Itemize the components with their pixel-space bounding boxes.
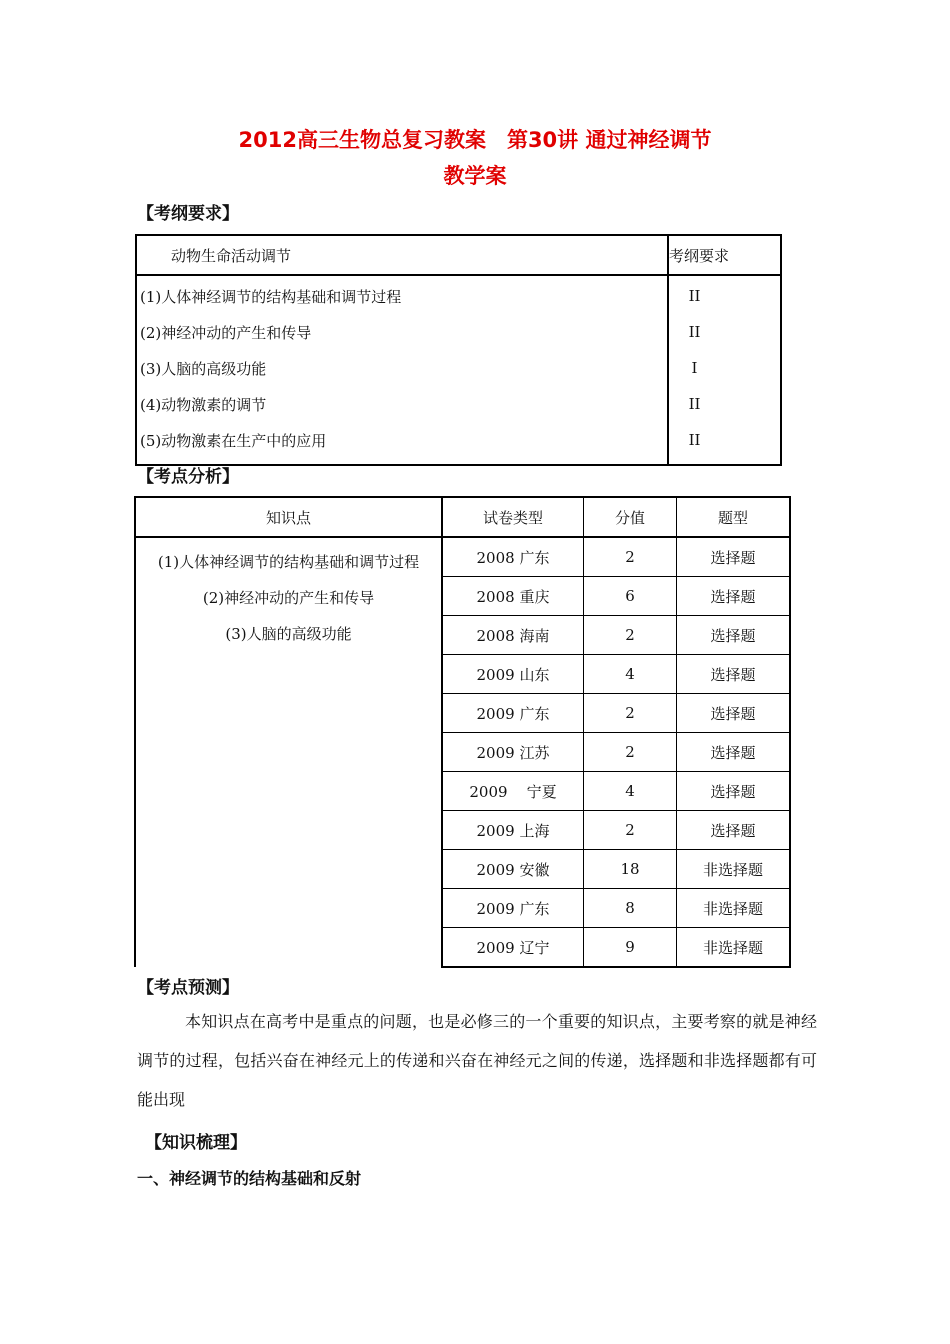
- heading-knowledge: 【知识梳理】: [145, 1133, 247, 1153]
- analysis-header-row: [135, 497, 790, 537]
- requirement-name: (3)人脑的高级功能: [140, 359, 267, 378]
- paper-cell: 2009 江苏: [442, 733, 584, 772]
- requirements-header-level: 考纲要求: [668, 235, 781, 275]
- table-row: [136, 314, 781, 350]
- requirement-level: I: [668, 350, 781, 386]
- score-cell: 6: [584, 577, 677, 616]
- forecast-paragraph: 本知识点在高考中是重点的问题，也是必修三的一个重要的知识点，主要考察的就是神经调节的过程，包括兴奋在神经元上的传递和兴奋在神经元之间的传递，选择题和非选择题都有可能出现: [137, 1012, 817, 1109]
- question-type-cell: 选择题: [677, 811, 791, 850]
- table-row: [136, 386, 781, 422]
- question-type-cell: 选择题: [677, 694, 791, 733]
- analysis-header-type: 题型: [677, 497, 791, 537]
- question-type-cell: 选择题: [677, 733, 791, 772]
- question-type-cell: 选择题: [677, 537, 791, 577]
- requirement-level: II: [668, 422, 781, 465]
- paper-cell: 2009 上海: [442, 811, 584, 850]
- score-cell: 2: [584, 537, 677, 577]
- table-row: [135, 537, 790, 577]
- score-cell: 2: [584, 694, 677, 733]
- score-cell: 18: [584, 850, 677, 889]
- table-row: [136, 422, 781, 465]
- document-subtitle: 教学案: [443, 164, 507, 188]
- knowledge-point: (3)人脑的高级功能: [225, 625, 352, 643]
- question-type-cell: 选择题: [677, 616, 791, 655]
- heading-requirements: 【考纲要求】: [137, 204, 239, 224]
- heading-forecast: 【考点预测】: [137, 978, 239, 998]
- score-cell: 4: [584, 772, 677, 811]
- score-cell: 4: [584, 655, 677, 694]
- analysis-header-score: 分值: [584, 497, 677, 537]
- paper-cell: 2009 山东: [442, 655, 584, 694]
- requirements-table: [135, 234, 782, 466]
- paper-cell: 2009 广东: [442, 889, 584, 928]
- knowledge-point: (1)人体神经调节的结构基础和调节过程: [157, 553, 420, 571]
- score-cell: 2: [584, 811, 677, 850]
- requirements-header-row: [136, 235, 781, 275]
- analysis-table: [134, 496, 791, 968]
- requirements-header-topic: 动物生命活动调节: [136, 235, 668, 275]
- paper-cell: 2009 广东: [442, 694, 584, 733]
- score-cell: 9: [584, 928, 677, 968]
- requirement-level: II: [668, 275, 781, 314]
- paper-cell: 2009 宁夏: [442, 772, 584, 811]
- knowledge-point: (2)神经冲动的产生和传导: [202, 589, 375, 607]
- table-row: [136, 275, 781, 314]
- requirement-level: II: [668, 314, 781, 350]
- document-title: 2012高三生物总复习教案 第30讲 通过神经调节: [238, 128, 712, 152]
- knowledge-points-cell: [135, 537, 442, 967]
- score-cell: 2: [584, 616, 677, 655]
- question-type-cell: 非选择题: [677, 850, 791, 889]
- score-cell: 8: [584, 889, 677, 928]
- requirement-name: (5)动物激素在生产中的应用: [140, 431, 327, 450]
- analysis-header-knowledge: 知识点: [135, 497, 442, 537]
- question-type-cell: 选择题: [677, 772, 791, 811]
- analysis-header-paper: 试卷类型: [442, 497, 584, 537]
- paper-cell: 2008 海南: [442, 616, 584, 655]
- question-type-cell: 非选择题: [677, 889, 791, 928]
- table-row: [136, 350, 781, 386]
- subheading-neural-structure: 一、神经调节的结构基础和反射: [137, 1169, 362, 1188]
- score-cell: 2: [584, 733, 677, 772]
- requirement-level: II: [668, 386, 781, 422]
- requirement-name: (2)神经冲动的产生和传导: [140, 323, 312, 342]
- heading-analysis: 【考点分析】: [137, 467, 239, 487]
- paper-cell: 2009 辽宁: [442, 928, 584, 968]
- question-type-cell: 选择题: [677, 577, 791, 616]
- paper-cell: 2009 安徽: [442, 850, 584, 889]
- requirement-name: (4)动物激素的调节: [140, 395, 267, 414]
- requirement-name: (1)人体神经调节的结构基础和调节过程: [140, 287, 402, 306]
- question-type-cell: 选择题: [677, 655, 791, 694]
- question-type-cell: 非选择题: [677, 928, 791, 968]
- paper-cell: 2008 广东: [442, 537, 584, 577]
- paper-cell: 2008 重庆: [442, 577, 584, 616]
